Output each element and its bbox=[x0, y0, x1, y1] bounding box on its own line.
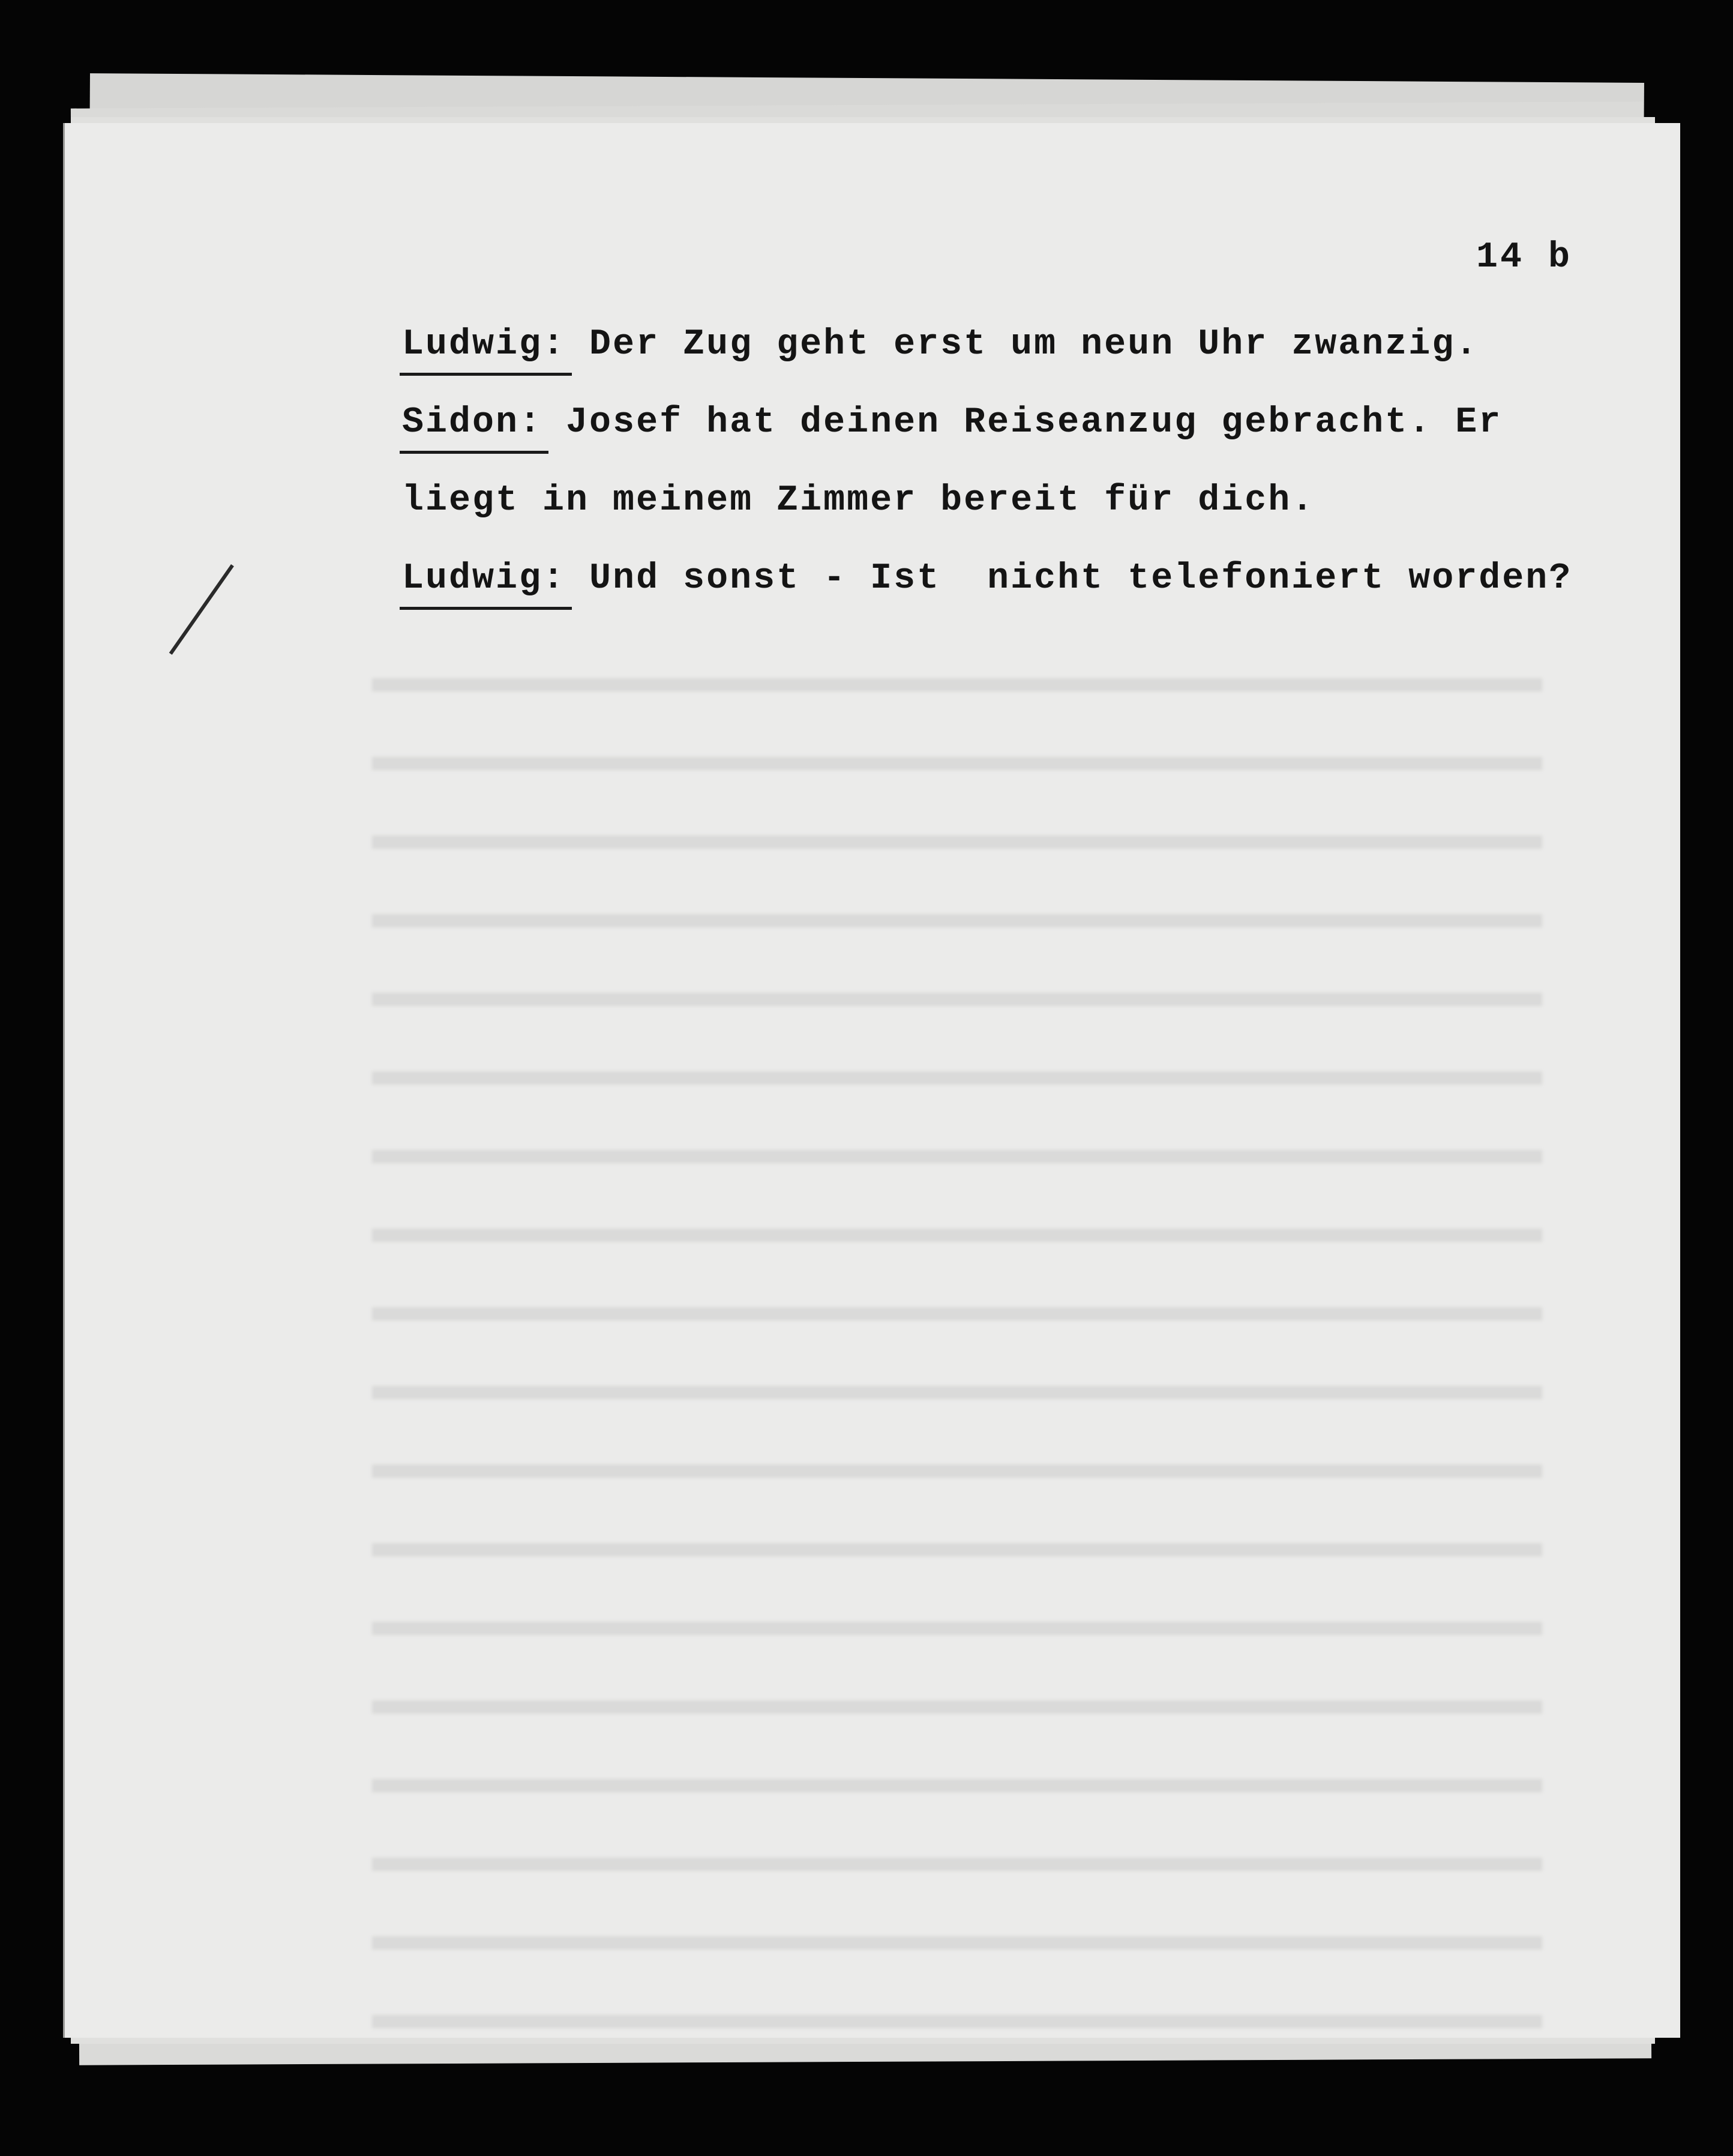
dialogue-text: Und sonst - Ist nicht telefoniert worden? bbox=[566, 558, 1573, 599]
speaker-name: Ludwig: bbox=[402, 558, 566, 599]
speaker-name: Ludwig: bbox=[402, 324, 566, 365]
dialogue-line bbox=[402, 324, 1479, 365]
dialogue-line bbox=[402, 402, 1502, 443]
show-through-text-from-next-page bbox=[372, 636, 1542, 2029]
dialogue-text: Josef hat deinen Reiseanzug gebracht. Er bbox=[542, 402, 1503, 443]
dialogue-text: Der Zug geht erst um neun Uhr zwanzig. bbox=[566, 324, 1479, 365]
dialogue-line bbox=[402, 558, 1572, 599]
speaker-name: Sidon: bbox=[402, 402, 543, 443]
dialogue-text: liegt in meinem Zimmer bereit für dich. bbox=[402, 480, 1315, 521]
dialogue-line-continuation bbox=[402, 480, 1315, 521]
page-number: 14 b bbox=[1476, 237, 1573, 278]
